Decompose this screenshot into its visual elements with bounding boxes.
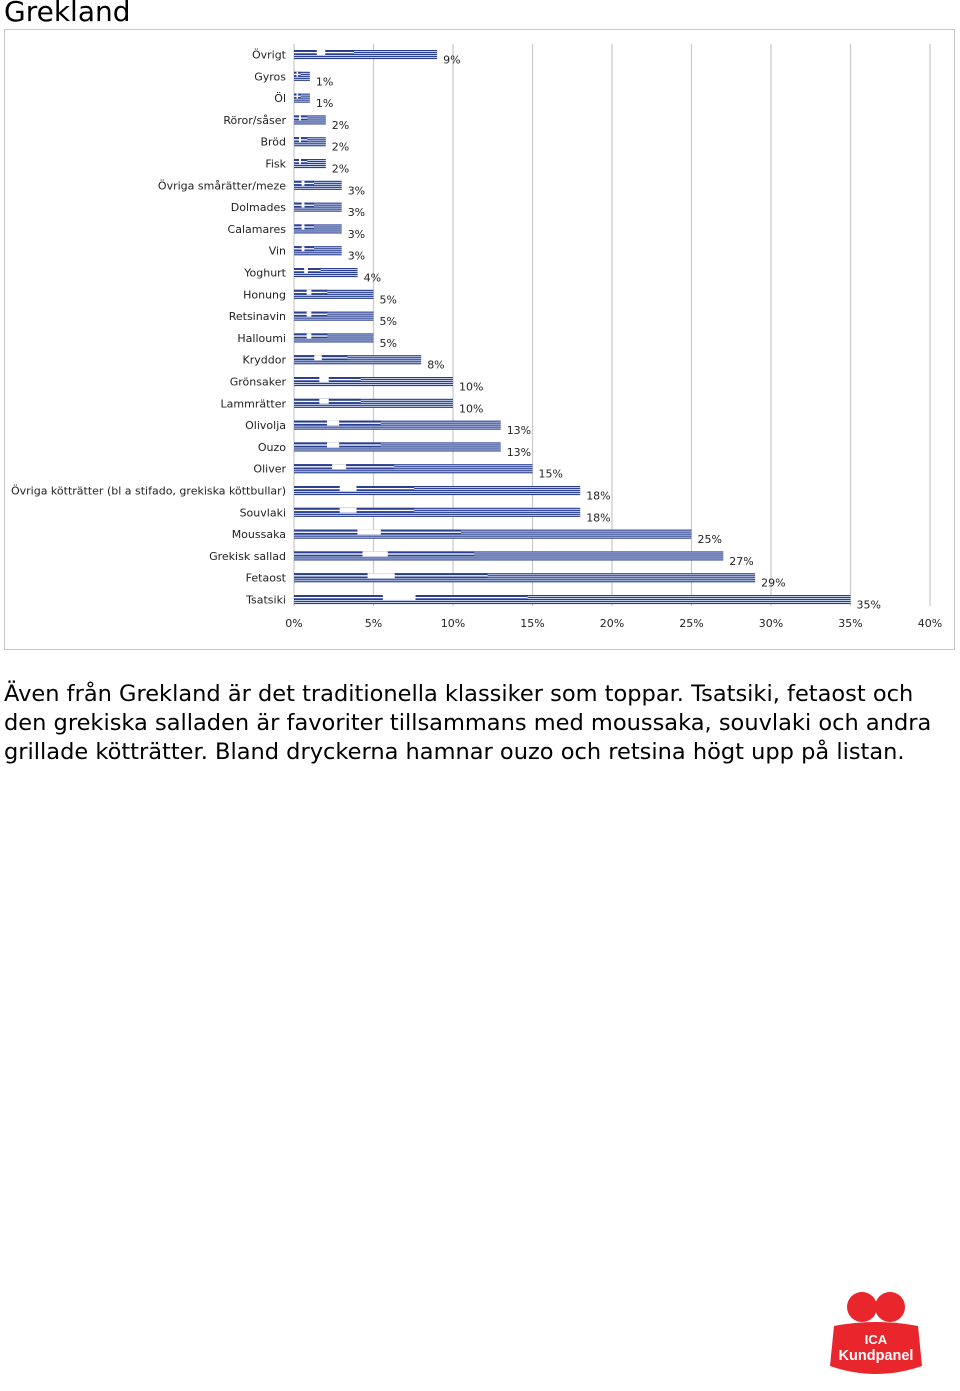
bar bbox=[294, 595, 851, 604]
chart-bars bbox=[294, 50, 851, 604]
bar-stripe bbox=[294, 448, 501, 449]
data-label: 25% bbox=[697, 533, 722, 547]
bar-cross-h bbox=[294, 248, 314, 249]
bar bbox=[294, 181, 342, 190]
data-label: 8% bbox=[427, 358, 445, 372]
chart-frame bbox=[4, 29, 955, 650]
data-label: 13% bbox=[506, 445, 532, 459]
data-label: 18% bbox=[586, 489, 611, 503]
bar bbox=[294, 486, 580, 495]
bar bbox=[294, 464, 533, 473]
bar-stripe bbox=[294, 254, 342, 255]
bar-stripe bbox=[294, 296, 374, 297]
data-label: 5% bbox=[379, 293, 397, 307]
bar-stripe bbox=[294, 514, 580, 515]
bar bbox=[294, 355, 421, 364]
bar-cross-h bbox=[294, 575, 488, 576]
bar-stripe bbox=[294, 494, 580, 495]
bar-stripe bbox=[294, 165, 326, 166]
bar-cross-h bbox=[294, 183, 314, 184]
bar-stripe bbox=[294, 516, 580, 517]
category-label: Ouzo bbox=[257, 440, 286, 454]
bar bbox=[294, 508, 580, 517]
data-label: 29% bbox=[761, 576, 786, 590]
bar-stripe bbox=[294, 56, 437, 57]
category-label: Grönsaker bbox=[229, 375, 286, 389]
bar bbox=[294, 442, 501, 451]
x-tick-label: 5% bbox=[364, 617, 383, 630]
data-label: 15% bbox=[538, 467, 563, 481]
x-tick-label: 15% bbox=[520, 617, 545, 630]
bar-chart bbox=[5, 30, 954, 649]
bar-cross-h bbox=[294, 161, 307, 162]
bar-stripe bbox=[294, 603, 851, 604]
bar-cross-h bbox=[294, 96, 301, 97]
bar-stripe bbox=[294, 320, 374, 321]
bar-stripe bbox=[294, 557, 723, 558]
bar bbox=[294, 290, 374, 299]
bar-stripe bbox=[294, 470, 533, 471]
bar bbox=[294, 333, 374, 342]
category-label: Retsinavin bbox=[228, 310, 286, 324]
data-label: 1% bbox=[315, 97, 334, 111]
bar-cross-h bbox=[294, 597, 528, 598]
data-label: 5% bbox=[379, 336, 397, 350]
bar-stripe bbox=[294, 252, 342, 253]
category-label: Fisk bbox=[265, 157, 286, 171]
bar-stripe bbox=[294, 121, 326, 122]
chart-data-labels bbox=[316, 54, 881, 612]
category-label: Lammrätter bbox=[220, 397, 286, 411]
data-label: 2% bbox=[331, 118, 350, 132]
data-label: 3% bbox=[347, 227, 366, 241]
bar-stripe bbox=[294, 80, 310, 81]
bar-stripe bbox=[294, 78, 310, 79]
bar-cross-h bbox=[294, 510, 414, 511]
chart-x-tick-labels bbox=[285, 617, 942, 630]
category-label: Honung bbox=[243, 288, 286, 302]
x-tick-label: 25% bbox=[679, 617, 704, 630]
logo-line1: ICA bbox=[864, 1332, 888, 1347]
data-label: 13% bbox=[506, 424, 532, 438]
bar bbox=[294, 268, 358, 277]
bar-stripe bbox=[294, 318, 374, 319]
bar-stripe bbox=[294, 274, 358, 275]
category-label: Röror/såser bbox=[223, 113, 286, 127]
category-label: Vin bbox=[268, 244, 286, 258]
bar-cross-h bbox=[294, 444, 381, 445]
x-tick-label: 20% bbox=[599, 617, 625, 630]
bar-cross-h bbox=[294, 74, 301, 75]
data-label: 10% bbox=[459, 402, 484, 416]
bar-cross-h bbox=[294, 401, 361, 402]
category-label: Tsatsiki bbox=[246, 593, 286, 607]
category-label: Gyros bbox=[254, 70, 286, 84]
data-label: 10% bbox=[459, 380, 484, 394]
bar bbox=[294, 246, 342, 255]
bar-stripe bbox=[294, 581, 755, 582]
category-label: Bröd bbox=[260, 135, 286, 149]
category-label: Grekisk sallad bbox=[209, 549, 286, 563]
bar-stripe bbox=[294, 167, 326, 168]
bar-stripe bbox=[294, 383, 453, 384]
bar-cross-h bbox=[294, 357, 347, 358]
bar-stripe bbox=[294, 339, 374, 340]
bar bbox=[294, 203, 342, 212]
category-label: Övriga smårätter/meze bbox=[157, 179, 286, 193]
bar-cross-h bbox=[294, 466, 394, 467]
data-label: 4% bbox=[363, 271, 382, 285]
bar-stripe bbox=[294, 363, 421, 364]
bar-stripe bbox=[294, 123, 326, 124]
bar-cross-h bbox=[294, 52, 354, 53]
body-text: Även från Grekland är det traditionella klassiker som toppar. Tsatsiki, fetaost och den grekiska salladen är favoriter tillsammans med moussaka, souvlaki och andra grillade kötträtter. Bland dryckerna hamnar ouzo och retsina högt upp på listan. bbox=[4, 681, 932, 765]
data-label: 3% bbox=[347, 249, 366, 263]
bar-stripe bbox=[294, 429, 501, 430]
bar bbox=[294, 224, 342, 233]
data-label: 3% bbox=[347, 184, 366, 198]
data-label: 3% bbox=[347, 206, 366, 220]
bar-stripe bbox=[294, 209, 342, 210]
bar-stripe bbox=[294, 189, 342, 190]
category-label: Halloumi bbox=[237, 331, 286, 345]
bar-cross-h bbox=[294, 205, 314, 206]
bar bbox=[294, 573, 755, 582]
bar-stripe bbox=[294, 361, 421, 362]
data-label: 5% bbox=[379, 315, 397, 329]
bar-cross-h bbox=[294, 117, 307, 118]
page-title: Grekland bbox=[4, 0, 131, 28]
bar-stripe bbox=[294, 427, 501, 428]
category-label: Souvlaki bbox=[239, 506, 286, 520]
bar bbox=[294, 551, 723, 560]
category-label: Oliver bbox=[253, 462, 286, 476]
bar-cross-h bbox=[294, 226, 314, 227]
bar-stripe bbox=[294, 536, 692, 537]
bar-cross-h bbox=[294, 532, 461, 533]
x-tick-label: 35% bbox=[838, 617, 863, 630]
bar bbox=[294, 115, 326, 124]
data-label: 27% bbox=[729, 554, 754, 568]
bar bbox=[294, 530, 692, 539]
bar bbox=[294, 312, 374, 321]
data-label: 35% bbox=[856, 598, 881, 612]
bar-stripe bbox=[294, 405, 453, 406]
category-label: Övriga kötträtter (bl a stifado, grekiska köttbullar) bbox=[10, 484, 286, 498]
x-tick-label: 10% bbox=[440, 617, 466, 630]
bar-stripe bbox=[294, 450, 501, 451]
bar bbox=[294, 72, 310, 81]
bar-stripe bbox=[294, 230, 342, 231]
x-tick-label: 40% bbox=[917, 617, 943, 630]
bar-stripe bbox=[294, 232, 342, 233]
data-label: 2% bbox=[331, 162, 350, 176]
bar-stripe bbox=[294, 472, 533, 473]
bar bbox=[294, 94, 310, 103]
bar-cross-h bbox=[294, 292, 327, 293]
bar-cross-h bbox=[294, 314, 327, 315]
category-label: Fetaost bbox=[245, 571, 286, 585]
bar-stripe bbox=[294, 601, 851, 602]
category-label: Dolmades bbox=[230, 201, 286, 215]
bar-stripe bbox=[294, 187, 342, 188]
bar-cross-h bbox=[294, 423, 381, 424]
bar-stripe bbox=[294, 407, 453, 408]
chart-category-labels bbox=[11, 49, 287, 607]
x-tick-label: 0% bbox=[285, 617, 303, 630]
bar-stripe bbox=[294, 298, 374, 299]
bar-stripe bbox=[294, 145, 326, 146]
data-label: 1% bbox=[315, 75, 334, 89]
bar bbox=[294, 159, 326, 168]
bar-cross-h bbox=[294, 270, 321, 271]
category-label: Olivolja bbox=[245, 419, 286, 433]
bar-stripe bbox=[294, 276, 358, 277]
bar bbox=[294, 377, 453, 386]
bar-cross-h bbox=[294, 488, 414, 489]
category-label: Övrigt bbox=[251, 48, 286, 62]
data-label: 2% bbox=[331, 140, 350, 154]
category-label: Kryddor bbox=[242, 353, 286, 367]
bar-stripe bbox=[294, 341, 374, 342]
bar bbox=[294, 399, 453, 408]
data-label: 9% bbox=[443, 53, 461, 67]
bar-stripe bbox=[294, 211, 342, 212]
logo-line2: Kundpanel bbox=[838, 1348, 914, 1364]
bar bbox=[294, 421, 501, 430]
bar bbox=[294, 50, 437, 59]
bar-stripe bbox=[294, 58, 437, 59]
bar-cross-h bbox=[294, 379, 361, 380]
x-tick-label: 30% bbox=[758, 617, 784, 630]
bar-cross-h bbox=[294, 335, 327, 336]
category-label: Calamares bbox=[227, 222, 286, 236]
bar-stripe bbox=[294, 102, 310, 103]
bar-stripe bbox=[294, 385, 453, 386]
bar-stripe bbox=[294, 559, 723, 560]
data-label: 18% bbox=[586, 511, 611, 525]
bar-stripe bbox=[294, 100, 310, 101]
category-label: Yoghurt bbox=[244, 266, 286, 280]
bar-stripe bbox=[294, 538, 692, 539]
category-label: Moussaka bbox=[231, 528, 286, 542]
bar-cross-h bbox=[294, 139, 307, 140]
bar-stripe bbox=[294, 579, 755, 580]
bar-stripe bbox=[294, 143, 326, 144]
category-label: Öl bbox=[274, 92, 286, 106]
ica-kundpanel-logo bbox=[826, 1290, 926, 1382]
bar-stripe bbox=[294, 492, 580, 493]
bar bbox=[294, 137, 326, 146]
bar-cross-h bbox=[294, 553, 474, 554]
